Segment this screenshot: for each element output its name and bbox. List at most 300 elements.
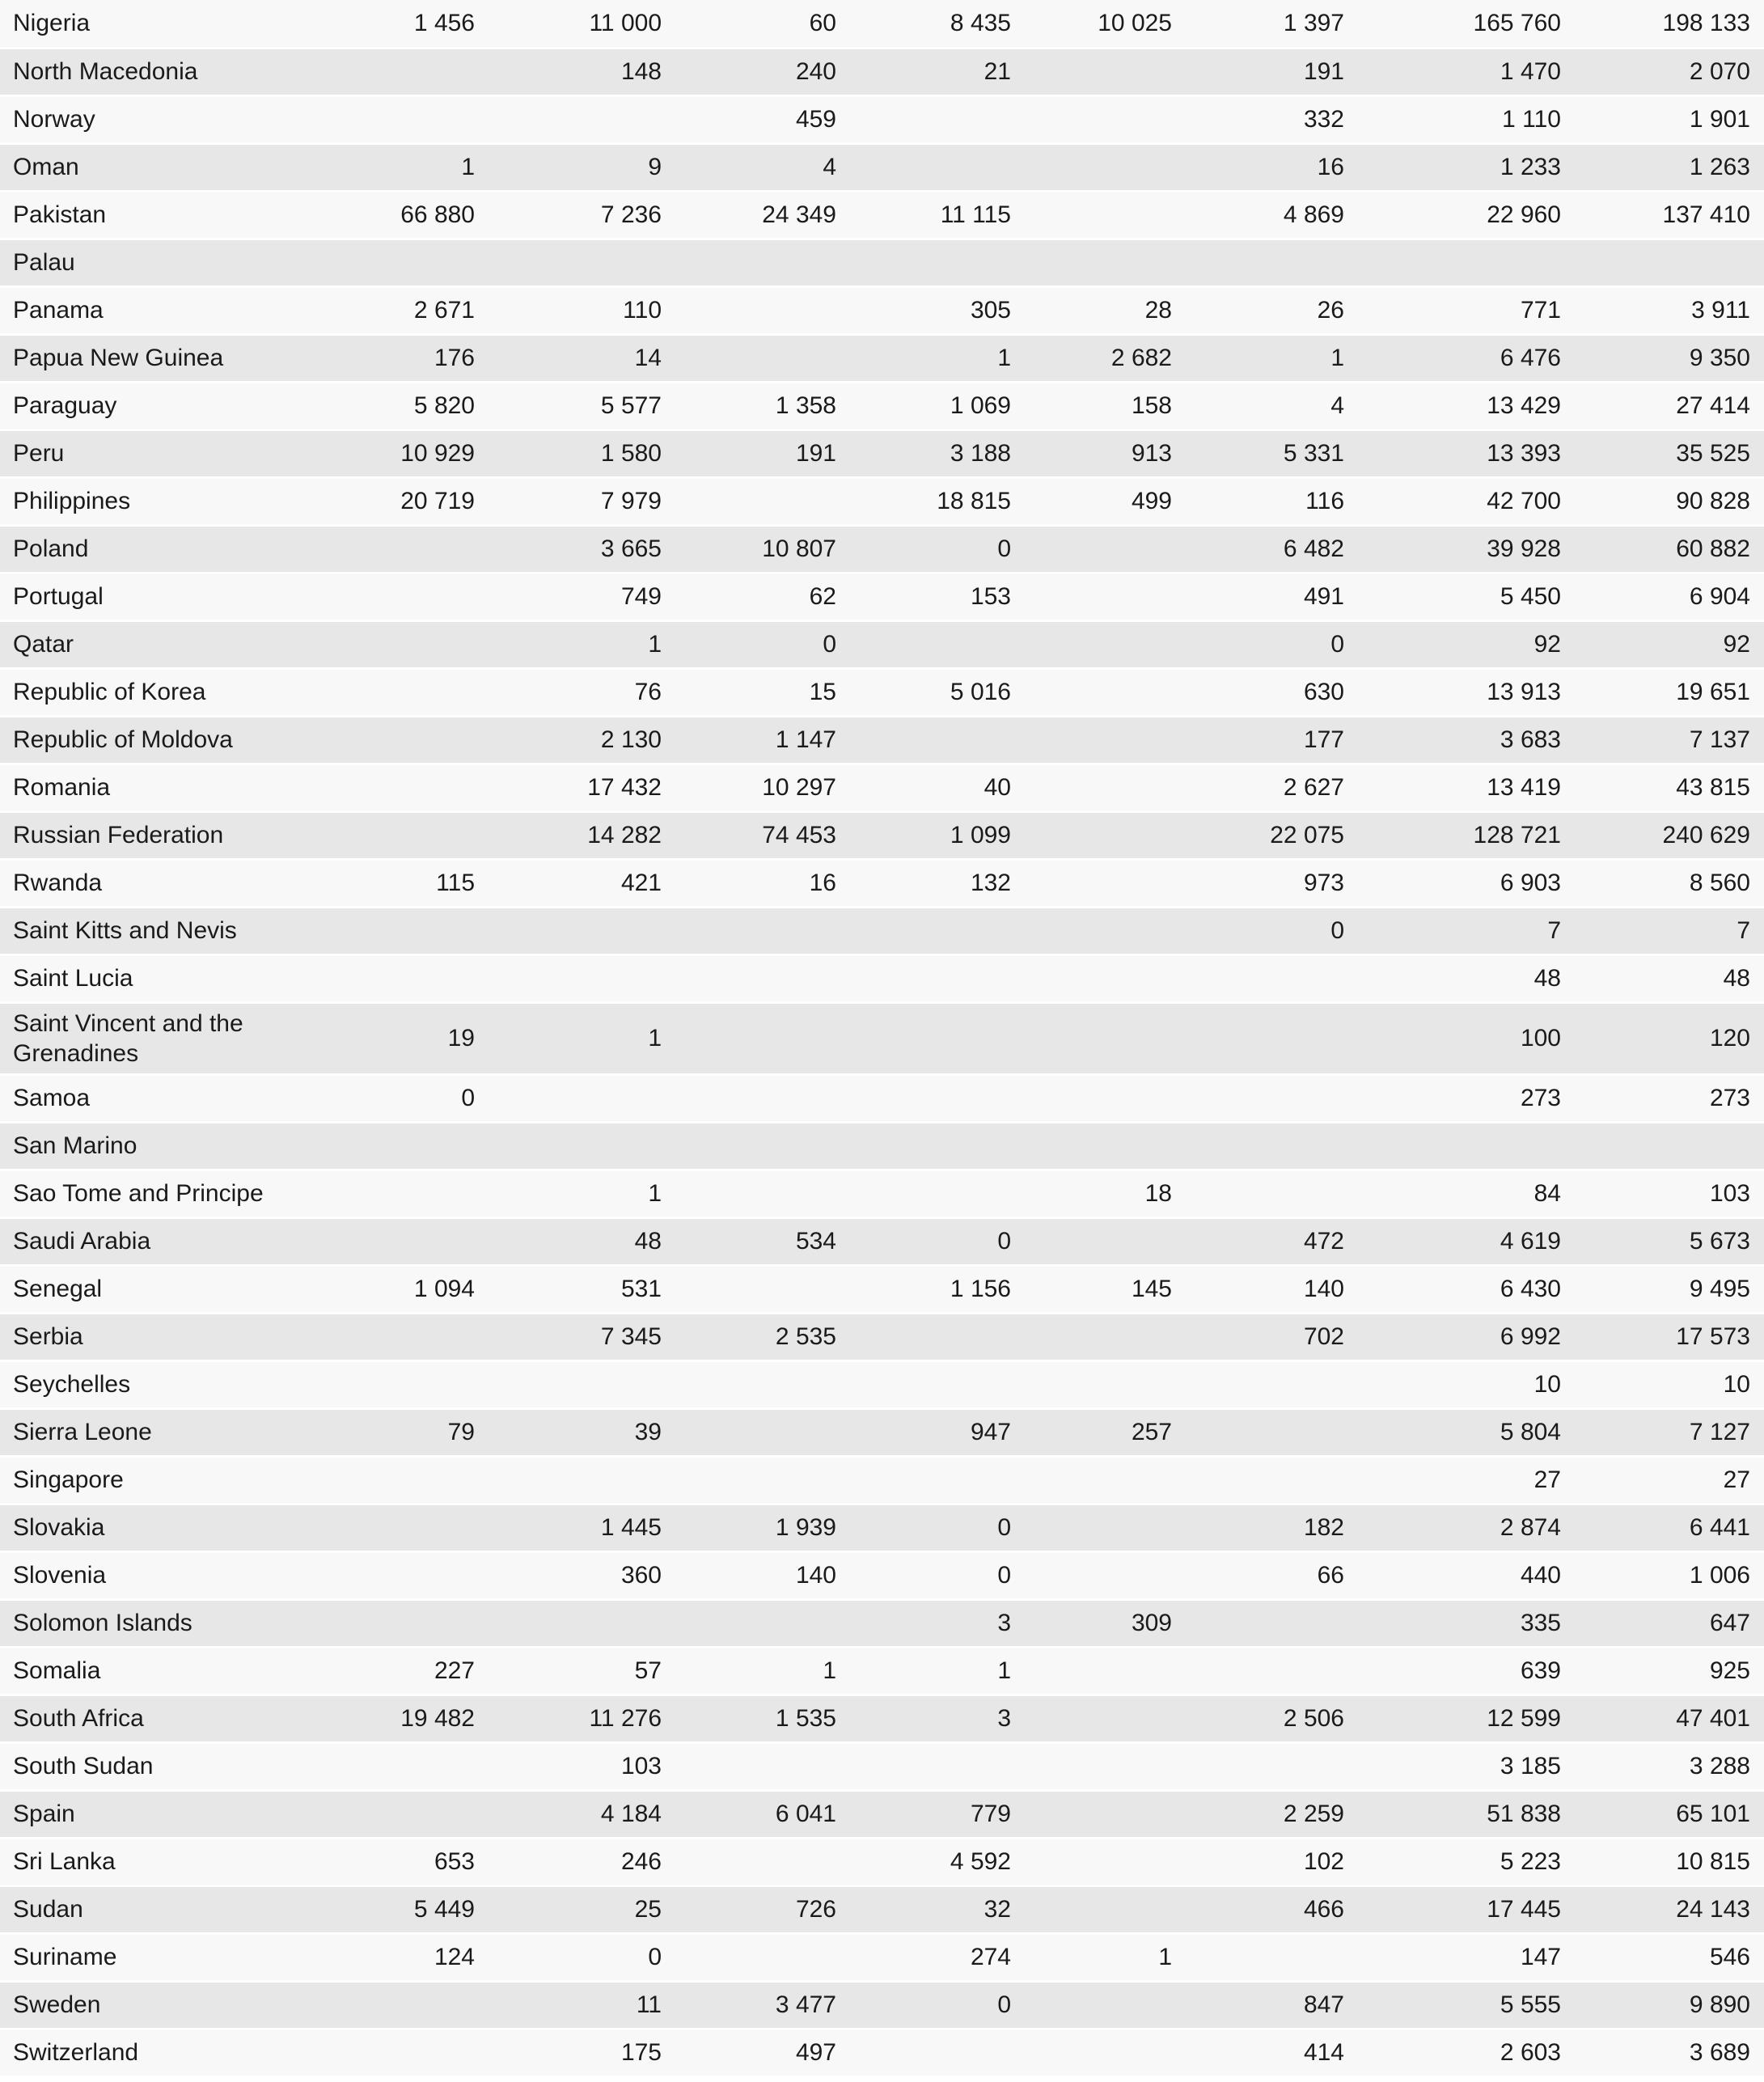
value-cell: 35 525 xyxy=(1561,430,1764,477)
value-cell xyxy=(275,1599,475,1647)
country-cell: San Marino xyxy=(0,1122,275,1170)
value-cell: 116 xyxy=(1172,477,1344,525)
country-cell: Papua New Guinea xyxy=(0,334,275,382)
country-cell: Solomon Islands xyxy=(0,1599,275,1647)
value-cell: 7 236 xyxy=(475,191,662,239)
table-row xyxy=(0,1360,1764,1408)
value-cell xyxy=(1172,1456,1344,1504)
value-cell: 7 xyxy=(1561,907,1764,954)
value-cell: 5 577 xyxy=(475,382,662,430)
value-cell xyxy=(662,1599,836,1647)
table-row xyxy=(0,1790,1764,1838)
value-cell: 47 401 xyxy=(1561,1695,1764,1742)
country-cell: Sierra Leone xyxy=(0,1408,275,1456)
value-cell: 5 450 xyxy=(1344,573,1561,620)
table-row xyxy=(0,907,1764,954)
country-cell: Saint Lucia xyxy=(0,954,275,1002)
value-cell: 1 xyxy=(836,1647,1011,1695)
value-cell: 749 xyxy=(475,573,662,620)
value-cell: 48 xyxy=(1344,954,1561,1002)
value-cell xyxy=(1011,1122,1172,1170)
value-cell xyxy=(1011,668,1172,716)
value-cell: 14 282 xyxy=(475,811,662,859)
table-row xyxy=(0,430,1764,477)
value-cell: 140 xyxy=(662,1551,836,1599)
value-cell: 1 099 xyxy=(836,811,1011,859)
value-cell: 3 689 xyxy=(1561,2029,1764,2076)
value-cell: 6 430 xyxy=(1344,1265,1561,1313)
table-row xyxy=(0,334,1764,382)
value-cell: 32 xyxy=(836,1885,1011,1933)
value-cell: 1 147 xyxy=(662,716,836,764)
value-cell xyxy=(275,1122,475,1170)
table-row xyxy=(0,1170,1764,1217)
value-cell: 1 xyxy=(275,143,475,191)
value-cell: 4 592 xyxy=(836,1838,1011,1885)
value-cell: 16 xyxy=(1172,143,1344,191)
table-row xyxy=(0,620,1764,668)
value-cell: 92 xyxy=(1561,620,1764,668)
value-cell xyxy=(1172,1933,1344,1981)
value-cell: 1 156 xyxy=(836,1265,1011,1313)
value-cell xyxy=(836,620,1011,668)
value-cell xyxy=(1344,1122,1561,1170)
value-cell xyxy=(275,668,475,716)
country-cell: Poland xyxy=(0,525,275,573)
value-cell: 137 410 xyxy=(1561,191,1764,239)
value-cell xyxy=(662,1074,836,1122)
value-cell xyxy=(662,907,836,954)
country-cell: South Sudan xyxy=(0,1742,275,1790)
value-cell xyxy=(275,1456,475,1504)
value-cell: 20 719 xyxy=(275,477,475,525)
value-cell: 10 xyxy=(1344,1360,1561,1408)
country-cell: Singapore xyxy=(0,1456,275,1504)
value-cell: 9 xyxy=(475,143,662,191)
value-cell xyxy=(1561,1122,1764,1170)
value-cell: 28 xyxy=(1011,286,1172,334)
value-cell xyxy=(836,1313,1011,1360)
value-cell: 7 xyxy=(1344,907,1561,954)
value-cell xyxy=(1011,1790,1172,1838)
country-cell: Samoa xyxy=(0,1074,275,1122)
value-cell xyxy=(1011,907,1172,954)
value-cell: 5 016 xyxy=(836,668,1011,716)
value-cell: 7 345 xyxy=(475,1313,662,1360)
value-cell xyxy=(836,1122,1011,1170)
value-cell xyxy=(1011,1313,1172,1360)
value-cell: 1 939 xyxy=(662,1504,836,1551)
value-cell: 120 xyxy=(1561,1002,1764,1074)
value-cell: 103 xyxy=(1561,1170,1764,1217)
value-cell: 92 xyxy=(1344,620,1561,668)
value-cell xyxy=(662,1742,836,1790)
value-cell xyxy=(836,1456,1011,1504)
value-cell xyxy=(1011,1074,1172,1122)
value-cell xyxy=(662,954,836,1002)
value-cell xyxy=(1011,1742,1172,1790)
country-cell: Slovakia xyxy=(0,1504,275,1551)
value-cell xyxy=(275,954,475,1002)
value-cell xyxy=(275,95,475,143)
value-cell: 13 429 xyxy=(1344,382,1561,430)
table-row xyxy=(0,1885,1764,1933)
value-cell xyxy=(836,239,1011,286)
table-row xyxy=(0,716,1764,764)
value-cell: 84 xyxy=(1344,1170,1561,1217)
value-cell xyxy=(1011,716,1172,764)
value-cell: 27 414 xyxy=(1561,382,1764,430)
value-cell xyxy=(1011,573,1172,620)
country-cell: Portugal xyxy=(0,573,275,620)
value-cell: 13 913 xyxy=(1344,668,1561,716)
value-cell: 973 xyxy=(1172,859,1344,907)
value-cell: 22 960 xyxy=(1344,191,1561,239)
value-cell: 26 xyxy=(1172,286,1344,334)
value-cell xyxy=(836,1002,1011,1074)
value-cell xyxy=(662,1122,836,1170)
value-cell: 10 297 xyxy=(662,764,836,811)
value-cell xyxy=(475,954,662,1002)
value-cell: 246 xyxy=(475,1838,662,1885)
country-cell: Sweden xyxy=(0,1981,275,2029)
value-cell: 2 874 xyxy=(1344,1504,1561,1551)
value-cell: 3 665 xyxy=(475,525,662,573)
value-cell: 10 xyxy=(1561,1360,1764,1408)
value-cell: 0 xyxy=(1172,620,1344,668)
value-cell: 6 992 xyxy=(1344,1313,1561,1360)
table-row xyxy=(0,1981,1764,2029)
value-cell: 2 671 xyxy=(275,286,475,334)
value-cell: 17 573 xyxy=(1561,1313,1764,1360)
value-cell: 5 223 xyxy=(1344,1838,1561,1885)
table-row xyxy=(0,1504,1764,1551)
value-cell xyxy=(836,954,1011,1002)
value-cell xyxy=(1011,2029,1172,2076)
value-cell xyxy=(275,239,475,286)
value-cell: 103 xyxy=(475,1742,662,1790)
value-cell: 153 xyxy=(836,573,1011,620)
value-cell: 17 432 xyxy=(475,764,662,811)
value-cell xyxy=(662,1408,836,1456)
table-row xyxy=(0,1742,1764,1790)
value-cell: 2 535 xyxy=(662,1313,836,1360)
value-cell: 2 627 xyxy=(1172,764,1344,811)
value-cell xyxy=(1011,954,1172,1002)
value-cell: 1 xyxy=(475,1002,662,1074)
value-cell: 25 xyxy=(475,1885,662,1933)
value-cell: 128 721 xyxy=(1344,811,1561,859)
value-cell: 57 xyxy=(475,1647,662,1695)
value-cell xyxy=(275,1313,475,1360)
value-cell: 0 xyxy=(662,620,836,668)
value-cell: 1 xyxy=(1172,334,1344,382)
value-cell: 140 xyxy=(1172,1265,1344,1313)
value-cell xyxy=(662,1265,836,1313)
value-cell: 115 xyxy=(275,859,475,907)
value-cell xyxy=(1172,1002,1344,1074)
value-cell: 60 882 xyxy=(1561,525,1764,573)
country-cell: Norway xyxy=(0,95,275,143)
value-cell: 653 xyxy=(275,1838,475,1885)
table-row xyxy=(0,1217,1764,1265)
country-cell: Saudi Arabia xyxy=(0,1217,275,1265)
value-cell xyxy=(662,1838,836,1885)
value-cell xyxy=(1011,620,1172,668)
table-row xyxy=(0,286,1764,334)
value-cell: 3 911 xyxy=(1561,286,1764,334)
value-cell xyxy=(275,1981,475,2029)
value-cell: 3 185 xyxy=(1344,1742,1561,1790)
table-row xyxy=(0,239,1764,286)
value-cell: 10 815 xyxy=(1561,1838,1764,1885)
value-cell: 5 555 xyxy=(1344,1981,1561,2029)
value-cell: 1 456 xyxy=(275,0,475,48)
value-cell xyxy=(836,2029,1011,2076)
value-cell: 1 xyxy=(1011,1933,1172,1981)
table-row xyxy=(0,954,1764,1002)
value-cell: 1 006 xyxy=(1561,1551,1764,1599)
country-cell: Palau xyxy=(0,239,275,286)
value-cell: 466 xyxy=(1172,1885,1344,1933)
value-cell xyxy=(275,2029,475,2076)
value-cell: 18 xyxy=(1011,1170,1172,1217)
country-cell: Senegal xyxy=(0,1265,275,1313)
country-cell: South Africa xyxy=(0,1695,275,1742)
table-row xyxy=(0,382,1764,430)
value-cell: 2 070 xyxy=(1561,48,1764,95)
country-cell: Suriname xyxy=(0,1933,275,1981)
country-cell: Republic of Korea xyxy=(0,668,275,716)
value-cell: 440 xyxy=(1344,1551,1561,1599)
value-cell xyxy=(475,95,662,143)
country-cell: Panama xyxy=(0,286,275,334)
value-cell xyxy=(475,907,662,954)
table-row xyxy=(0,668,1764,716)
value-cell xyxy=(275,1742,475,1790)
value-cell xyxy=(1011,48,1172,95)
table-row xyxy=(0,1074,1764,1122)
value-cell xyxy=(475,1122,662,1170)
value-cell: 176 xyxy=(275,334,475,382)
value-cell xyxy=(1011,1695,1172,1742)
value-cell xyxy=(1172,1122,1344,1170)
value-cell xyxy=(475,1456,662,1504)
value-cell xyxy=(1011,1838,1172,1885)
value-cell xyxy=(1011,239,1172,286)
value-cell: 4 619 xyxy=(1344,1217,1561,1265)
value-cell: 62 xyxy=(662,573,836,620)
value-cell xyxy=(475,1599,662,1647)
value-cell: 1 470 xyxy=(1344,48,1561,95)
value-cell: 273 xyxy=(1344,1074,1561,1122)
value-cell xyxy=(275,907,475,954)
country-cell: Paraguay xyxy=(0,382,275,430)
value-cell xyxy=(1172,1647,1344,1695)
value-cell: 0 xyxy=(836,1981,1011,2029)
value-cell xyxy=(662,334,836,382)
value-cell: 66 880 xyxy=(275,191,475,239)
value-cell: 4 xyxy=(1172,382,1344,430)
value-cell xyxy=(275,1360,475,1408)
value-cell xyxy=(1344,239,1561,286)
value-cell: 332 xyxy=(1172,95,1344,143)
country-cell: Oman xyxy=(0,143,275,191)
value-cell: 534 xyxy=(662,1217,836,1265)
value-cell: 531 xyxy=(475,1265,662,1313)
value-cell xyxy=(1172,1170,1344,1217)
value-cell xyxy=(275,1170,475,1217)
value-cell: 4 869 xyxy=(1172,191,1344,239)
value-cell: 191 xyxy=(662,430,836,477)
value-cell: 124 xyxy=(275,1933,475,1981)
value-cell xyxy=(475,1360,662,1408)
value-cell: 227 xyxy=(275,1647,475,1695)
value-cell: 145 xyxy=(1011,1265,1172,1313)
value-cell: 8 435 xyxy=(836,0,1011,48)
value-cell xyxy=(275,764,475,811)
value-cell: 66 xyxy=(1172,1551,1344,1599)
value-cell: 11 xyxy=(475,1981,662,2029)
value-cell: 22 075 xyxy=(1172,811,1344,859)
country-cell: Spain xyxy=(0,1790,275,1838)
value-cell xyxy=(275,716,475,764)
country-cell: Philippines xyxy=(0,477,275,525)
value-cell: 472 xyxy=(1172,1217,1344,1265)
value-cell: 11 276 xyxy=(475,1695,662,1742)
value-cell: 165 760 xyxy=(1344,0,1561,48)
value-cell xyxy=(1011,191,1172,239)
value-cell: 24 349 xyxy=(662,191,836,239)
country-cell: Saint Kitts and Nevis xyxy=(0,907,275,954)
country-cell: Seychelles xyxy=(0,1360,275,1408)
value-cell xyxy=(1011,1002,1172,1074)
value-cell: 546 xyxy=(1561,1933,1764,1981)
value-cell xyxy=(1011,859,1172,907)
value-cell: 3 188 xyxy=(836,430,1011,477)
value-cell: 16 xyxy=(662,859,836,907)
country-cell: Republic of Moldova xyxy=(0,716,275,764)
country-cell: Slovenia xyxy=(0,1551,275,1599)
country-cell: Nigeria xyxy=(0,0,275,48)
value-cell: 779 xyxy=(836,1790,1011,1838)
table-row xyxy=(0,1695,1764,1742)
value-cell xyxy=(836,716,1011,764)
value-cell: 9 495 xyxy=(1561,1265,1764,1313)
value-cell: 11 000 xyxy=(475,0,662,48)
value-cell: 913 xyxy=(1011,430,1172,477)
value-cell: 459 xyxy=(662,95,836,143)
table-row xyxy=(0,1838,1764,1885)
value-cell: 0 xyxy=(836,525,1011,573)
country-cell: Saint Vincent and the Grenadines xyxy=(0,1002,275,1074)
value-cell: 647 xyxy=(1561,1599,1764,1647)
value-cell xyxy=(1172,1408,1344,1456)
value-cell: 3 288 xyxy=(1561,1742,1764,1790)
value-cell: 90 828 xyxy=(1561,477,1764,525)
value-cell: 39 928 xyxy=(1344,525,1561,573)
value-cell: 158 xyxy=(1011,382,1172,430)
value-cell: 335 xyxy=(1344,1599,1561,1647)
table-row xyxy=(0,1647,1764,1695)
value-cell: 15 xyxy=(662,668,836,716)
value-cell xyxy=(1011,143,1172,191)
value-cell: 177 xyxy=(1172,716,1344,764)
country-cell: Romania xyxy=(0,764,275,811)
value-cell: 39 xyxy=(475,1408,662,1456)
value-cell xyxy=(275,1504,475,1551)
value-cell: 102 xyxy=(1172,1838,1344,1885)
value-cell: 6 904 xyxy=(1561,573,1764,620)
value-cell xyxy=(1011,1456,1172,1504)
value-cell xyxy=(1011,1360,1172,1408)
value-cell xyxy=(662,1933,836,1981)
value-cell: 240 629 xyxy=(1561,811,1764,859)
value-cell xyxy=(275,811,475,859)
value-cell: 2 682 xyxy=(1011,334,1172,382)
value-cell xyxy=(662,477,836,525)
table-row xyxy=(0,1456,1764,1504)
value-cell: 19 482 xyxy=(275,1695,475,1742)
value-cell xyxy=(836,1360,1011,1408)
value-cell: 7 979 xyxy=(475,477,662,525)
value-cell xyxy=(662,1456,836,1504)
value-cell xyxy=(275,620,475,668)
value-cell xyxy=(1011,1504,1172,1551)
value-cell: 27 xyxy=(1561,1456,1764,1504)
value-cell: 499 xyxy=(1011,477,1172,525)
country-cell: North Macedonia xyxy=(0,48,275,95)
table-row xyxy=(0,1122,1764,1170)
value-cell: 309 xyxy=(1011,1599,1172,1647)
value-cell xyxy=(1172,1599,1344,1647)
value-cell: 175 xyxy=(475,2029,662,2076)
value-cell: 5 331 xyxy=(1172,430,1344,477)
value-cell: 1 xyxy=(662,1647,836,1695)
table-row xyxy=(0,859,1764,907)
value-cell: 14 xyxy=(475,334,662,382)
country-cell: Peru xyxy=(0,430,275,477)
value-cell xyxy=(1172,1742,1344,1790)
value-cell: 2 130 xyxy=(475,716,662,764)
value-cell: 21 xyxy=(836,48,1011,95)
value-cell: 12 599 xyxy=(1344,1695,1561,1742)
table-row xyxy=(0,1599,1764,1647)
value-cell: 48 xyxy=(1561,954,1764,1002)
value-cell: 6 441 xyxy=(1561,1504,1764,1551)
value-cell: 702 xyxy=(1172,1313,1344,1360)
value-cell: 79 xyxy=(275,1408,475,1456)
value-cell: 18 815 xyxy=(836,477,1011,525)
country-cell: Russian Federation xyxy=(0,811,275,859)
value-cell xyxy=(1172,1360,1344,1408)
value-cell: 9 890 xyxy=(1561,1981,1764,2029)
value-cell: 110 xyxy=(475,286,662,334)
value-cell: 491 xyxy=(1172,573,1344,620)
value-cell: 2 506 xyxy=(1172,1695,1344,1742)
value-cell xyxy=(275,48,475,95)
value-cell xyxy=(1011,95,1172,143)
value-cell: 6 476 xyxy=(1344,334,1561,382)
value-cell: 305 xyxy=(836,286,1011,334)
value-cell: 48 xyxy=(475,1217,662,1265)
value-cell xyxy=(1172,954,1344,1002)
value-cell: 5 820 xyxy=(275,382,475,430)
value-cell: 4 xyxy=(662,143,836,191)
table-row xyxy=(0,1408,1764,1456)
value-cell: 74 453 xyxy=(662,811,836,859)
value-cell xyxy=(275,1551,475,1599)
